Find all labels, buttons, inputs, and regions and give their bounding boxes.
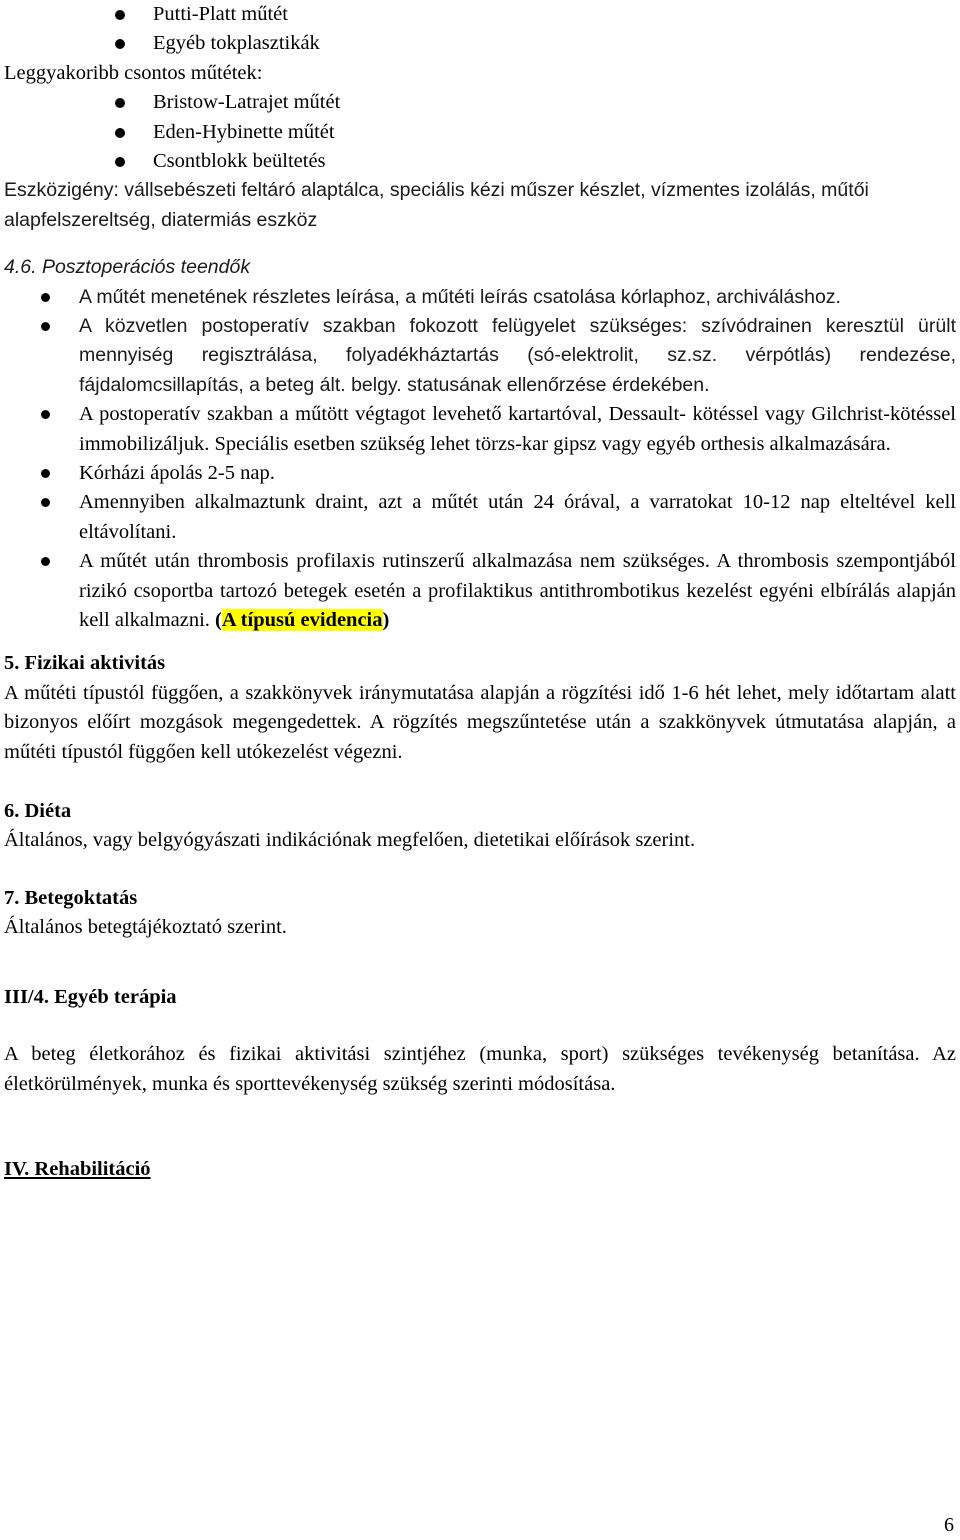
list-item: Kórházi ápolás 2-5 nap. (4, 459, 956, 488)
bullet-icon (41, 322, 50, 331)
bullet-icon (115, 10, 125, 20)
section-iv-title: IV. Rehabilitáció (4, 1157, 151, 1180)
list-item: Amennyiben alkalmaztunk draint, azt a műtét után 24 órával, a varratokat 10-12 nap elteltével kell eltávolítani. (4, 488, 956, 547)
page-number: 6 (944, 1514, 954, 1536)
list-item: Putti-Platt műtét (4, 0, 956, 29)
section-4-6-title: 4.6. Posztoperációs teendők (4, 256, 251, 279)
list-item: A műtét menetének részletes leírása, a műtéti leírás csatolása kórlaphoz, archiváláshoz. (4, 283, 956, 312)
document-page (4, 0, 956, 1184)
list-item: A postoperatív szakban a műtött végtagot levehető kartartóval, Dessault- kötéssel vagy Gilchrist-kötéssel immobilizáljuk. Speciális esetben szükség lehet törzs-kar gipsz vagy egyéb orthesis alkalmazására. (4, 400, 956, 459)
equipment-paragraph: Eszközigény: vállsebészeti feltáró alaptálca, speciális kézi műszer készlet, vízmentes izolálás, műtői alapfelszereltség, diatermiás eszköz (4, 179, 869, 231)
list-item: Csontblokk beültetés (4, 147, 956, 176)
evidence-highlight: A típusú evidencia (221, 609, 383, 632)
bullet-icon (41, 293, 50, 302)
bullet-icon (115, 157, 125, 167)
bullet-icon (41, 469, 50, 478)
section-6-text: Általános, vagy belgyógyászati indikációnak megfelően, dietetikai előírások szerint. (4, 829, 696, 852)
list-item: Eden-Hybinette műtét (4, 118, 956, 147)
section-iii-4-title: III/4. Egyéb terápia (4, 985, 177, 1008)
bullet-icon (115, 128, 125, 138)
section-iii-4-text: A beteg életkorához és fizikai aktivitási szintjéhez (munka, sport) szükséges tevékenység betanítása. Az életkörülmények, munka és sporttevékenység szükség szerinti módosítása. (4, 1043, 956, 1095)
list-item: Bristow-Latrajet műtét (4, 88, 956, 117)
section-7-title: 7. Betegoktatás (4, 886, 138, 909)
shoulder-intro: Leggyakoribb csontos műtétek: (4, 61, 263, 84)
section-5-text: A műtéti típustól függően, a szakkönyvek iránymutatása alapján a rögzítési idő 1-6 hét lehet, mely időtartam alatt bizonyos előírt mozgások megengedettek. A rögzítés megszűntetése után a szakkönyvek útmutatása alapján, a műtéti típustól függően kell utókezelést végezni. (4, 681, 956, 763)
list-item: A műtét után thrombosis profilaxis rutinszerű alkalmazása nem szükséges. A thrombosis szempontjából rizikó csoportba tartozó betegek esetén a profilaktikus antithrombotikus kezelést egyéni elbírálás alapján kell alkalmazni. (A típusú evidencia) (4, 547, 956, 635)
bullet-icon (41, 557, 50, 566)
section-5-title: 5. Fizikai aktivitás (4, 652, 166, 675)
list-item: A közvetlen postoperatív szakban fokozott felügyelet szükséges: szívódrainen keresztül ürült mennyiség regisztrálása, folyadékháztartás (só-elektrolit, sz.sz. vérpótlás) rendezése, fájdalomcsillapítás, a beteg ált. belgy. statusának ellenőrzése érdekében. (4, 312, 956, 400)
section-7-text: Általános betegtájékoztató szerint. (4, 916, 287, 939)
bullet-icon (41, 498, 50, 507)
list-item: Egyéb tokplasztikák (4, 29, 956, 58)
bullet-icon (115, 39, 125, 49)
bullet-icon (115, 98, 125, 108)
bullet-icon (41, 410, 50, 419)
section-6-title: 6. Diéta (4, 800, 72, 823)
